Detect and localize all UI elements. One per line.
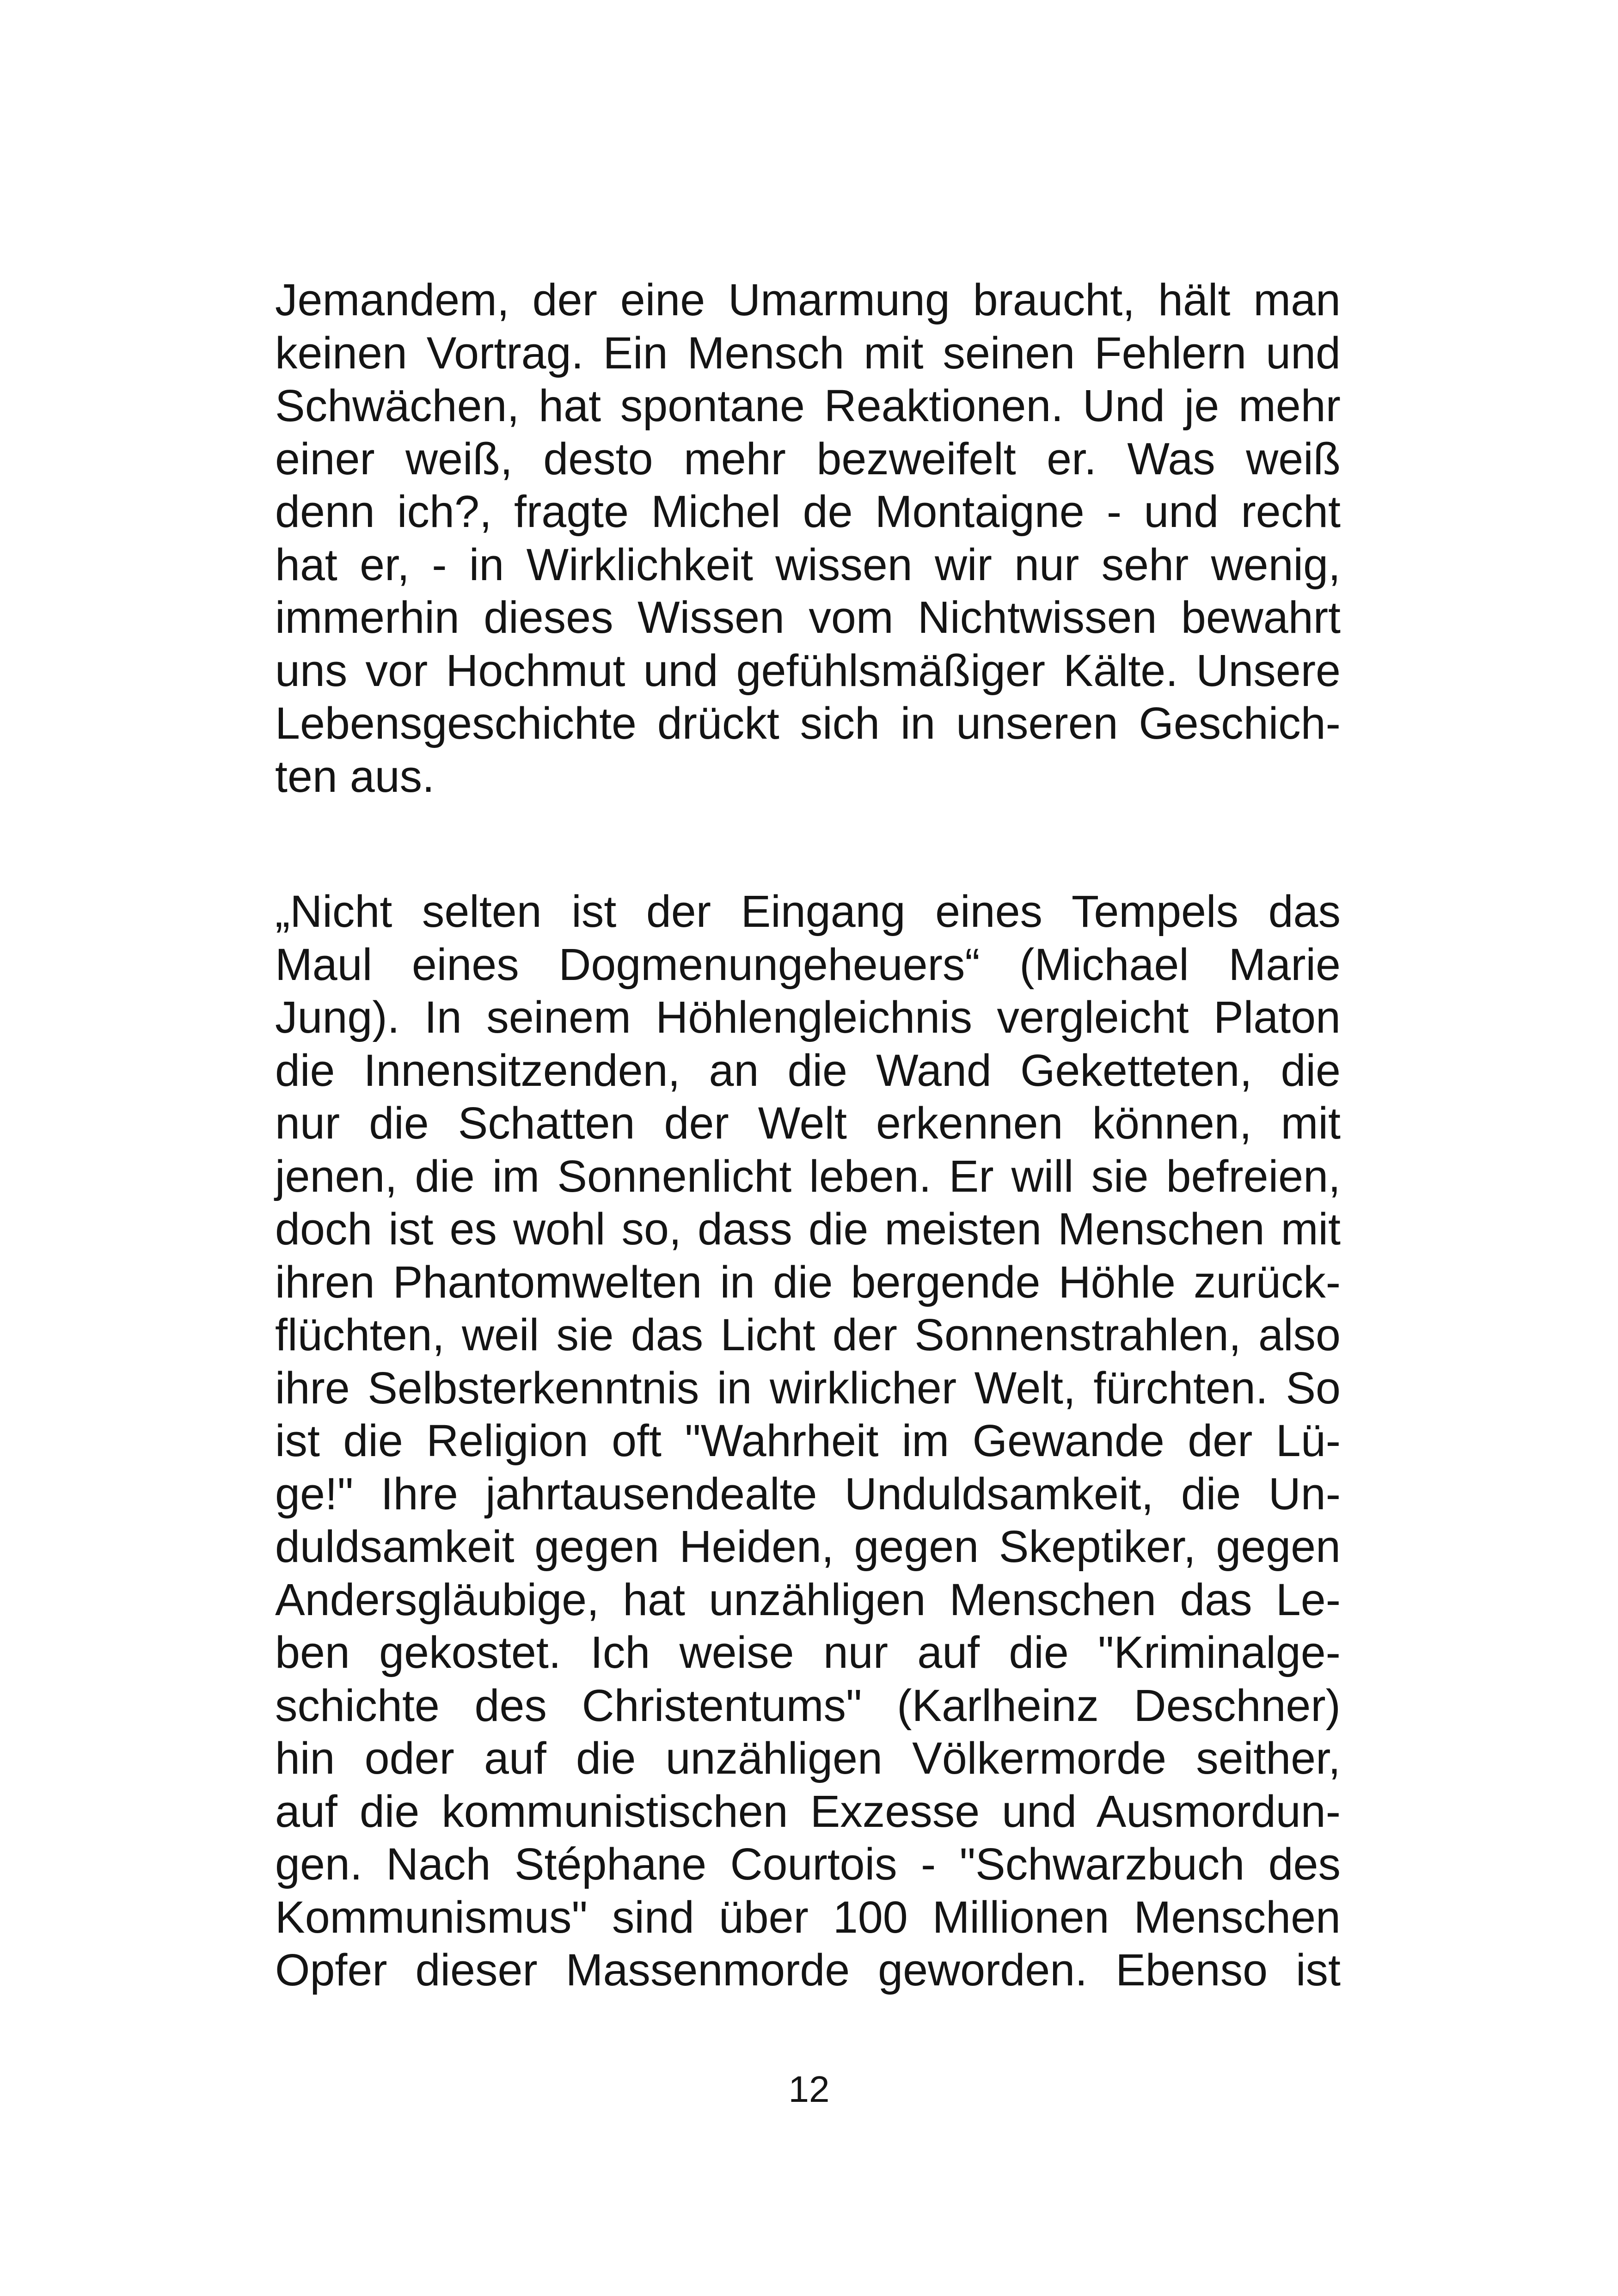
- paragraph-line: einer weiß, desto mehr bezweifelt er. Was weiß: [275, 433, 1341, 484]
- paragraph-line: Opfer dieser Massenmorde geworden. Ebenso ist: [275, 1945, 1341, 1995]
- page-number: 12: [788, 2069, 830, 2110]
- paragraph-line: schichte des Christentums" (Karlheinz Deschner): [275, 1680, 1341, 1731]
- paragraph-line: Maul eines Dogmenungeheuers“ (Michael Marie: [275, 939, 1341, 990]
- paragraph-line: uns vor Hochmut und gefühlsmäßiger Kälte. Unsere: [275, 645, 1341, 696]
- paragraph-line: hat er, - in Wirklichkeit wissen wir nur sehr wenig,: [275, 539, 1341, 590]
- paragraph-line: Jung). In seinem Höhlengleichnis vergleicht Platon: [275, 992, 1341, 1042]
- paragraph-line: jenen, die im Sonnenlicht leben. Er will sie befreien,: [275, 1151, 1341, 1201]
- paragraph-line: immerhin dieses Wissen vom Nichtwissen bewahrt: [275, 592, 1341, 643]
- paragraph-line: ihren Phantomwelten in die bergende Höhle zurück-: [275, 1256, 1341, 1307]
- paragraph-line: gen. Nach Stéphane Courtois - "Schwarzbuch des: [275, 1839, 1341, 1889]
- paragraph-line: doch ist es wohl so, dass die meisten Menschen mit: [275, 1204, 1341, 1254]
- paragraph-line: keinen Vortrag. Ein Mensch mit seinen Fehlern und: [275, 327, 1341, 378]
- paragraph-line: Jemandem, der eine Umarmung braucht, hält man: [275, 275, 1341, 325]
- paragraph-line: Andersgläubige, hat unzähligen Menschen das Le-: [275, 1574, 1341, 1625]
- paragraph-line: ben gekostet. Ich weise nur auf die "Kriminalge-: [275, 1627, 1341, 1678]
- paragraph-line: flüchten, weil sie das Licht der Sonnenstrahlen, also: [275, 1310, 1341, 1360]
- paragraph-line: denn ich?, fragte Michel de Montaigne - und recht: [275, 486, 1341, 537]
- paragraph-line: auf die kommunistischen Exzesse und Ausmordun-: [275, 1786, 1341, 1837]
- paragraph-line: ihre Selbsterkenntnis in wirklicher Welt, fürchten. So: [275, 1362, 1341, 1413]
- paragraph-line: hin oder auf die unzähligen Völkermorde seither,: [275, 1733, 1341, 1783]
- paragraph-line: ge!" Ihre jahrtausendealte Unduldsamkeit, die Un-: [275, 1468, 1341, 1519]
- paragraph-2: [275, 885, 1341, 1997]
- paragraph-1: [275, 274, 1341, 803]
- paragraph-line: nur die Schatten der Welt erkennen können, mit: [275, 1098, 1341, 1148]
- paragraph-line: Schwächen, hat spontane Reaktionen. Und je mehr: [275, 380, 1341, 431]
- paragraph-line: ist die Religion oft "Wahrheit im Gewande der Lü-: [275, 1415, 1341, 1466]
- paragraph-line: duldsamkeit gegen Heiden, gegen Skeptiker, gegen: [275, 1521, 1341, 1572]
- paragraph-line: die Innensitzenden, an die Wand Geketteten, die: [275, 1045, 1341, 1096]
- paragraph-line: Lebensgeschichte drückt sich in unseren Geschich-: [275, 698, 1341, 748]
- paragraph-line: Kommunismus" sind über 100 Millionen Menschen: [275, 1892, 1341, 1942]
- paragraph-line: „Nicht selten ist der Eingang eines Tempels das: [275, 886, 1341, 937]
- paragraph-line: ten aus.: [275, 751, 435, 802]
